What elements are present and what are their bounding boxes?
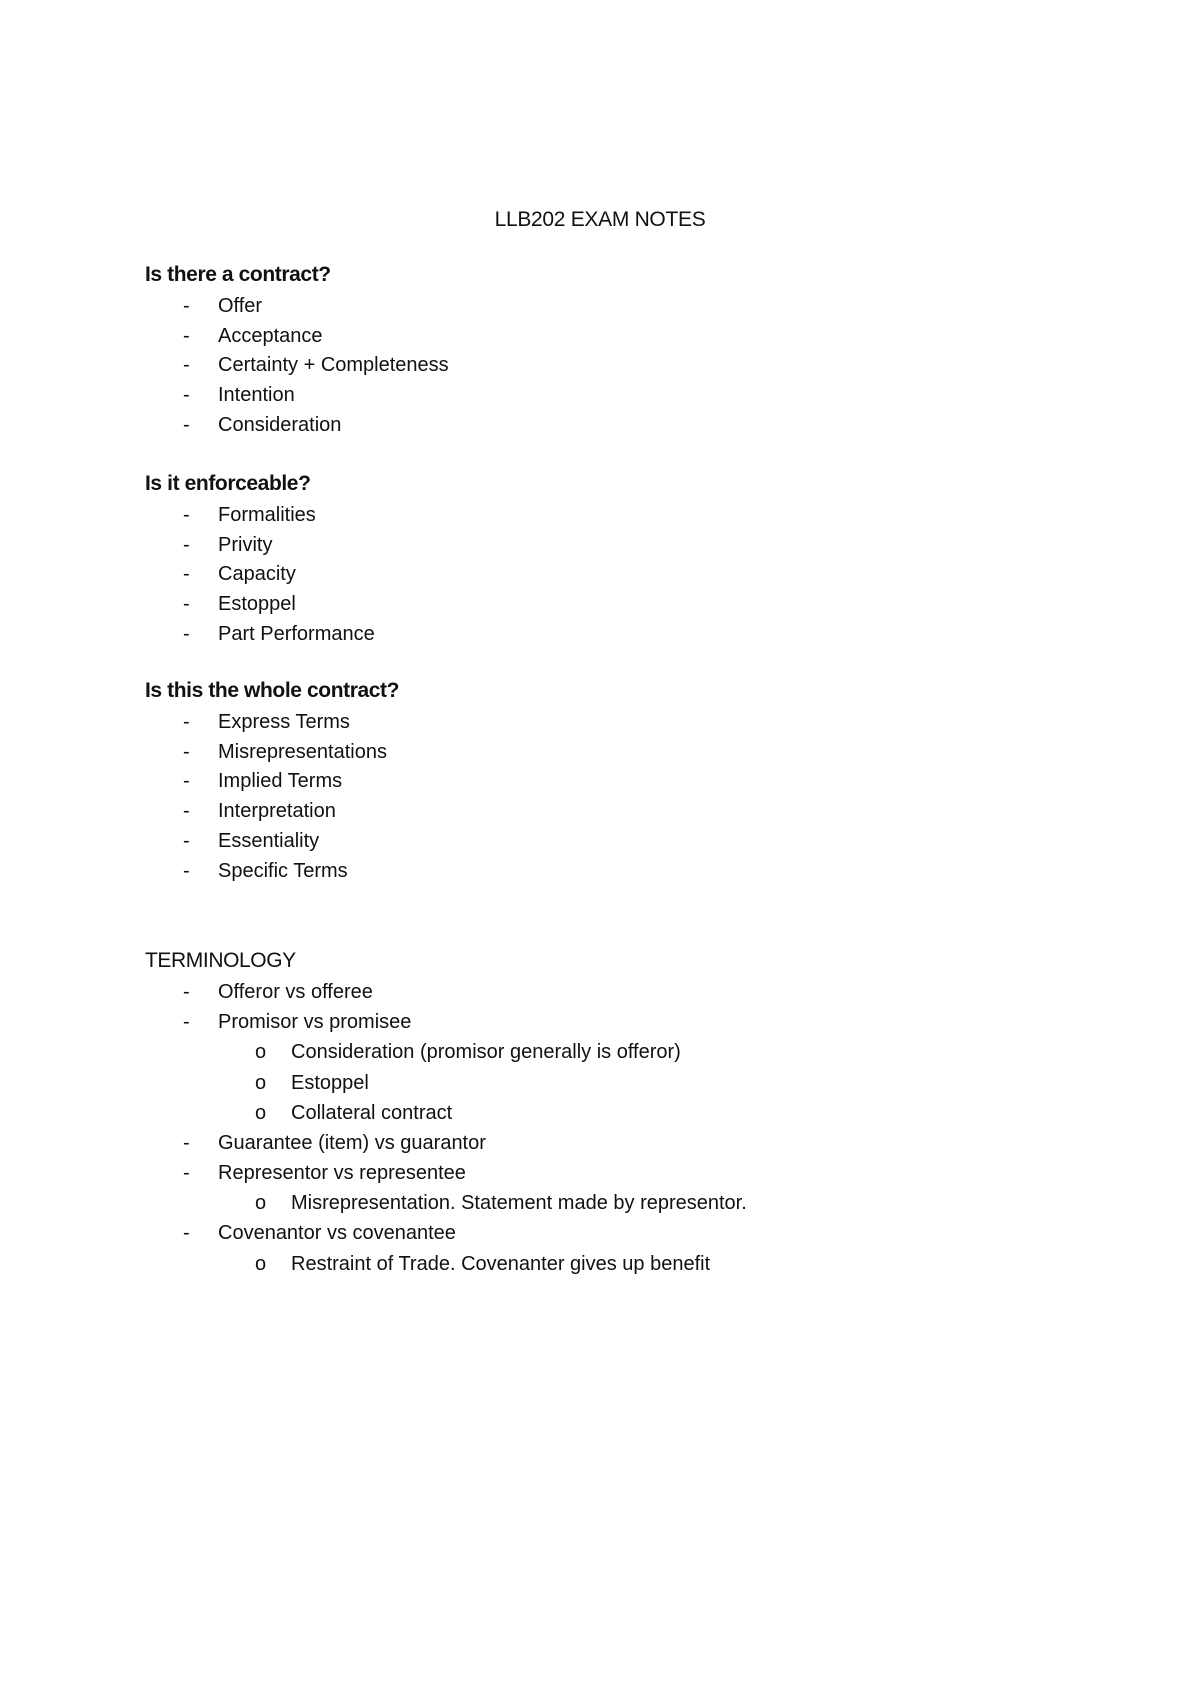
list-item: - Covenantor vs covenantee o Restraint of Trade. Covenanter gives up benefit — [145, 1219, 1095, 1279]
sub-bullet-list — [218, 1037, 1095, 1129]
list-item: - Privity — [145, 531, 1095, 561]
dash-bullet-icon: - — [183, 324, 190, 347]
sub-list-item: o Estoppel — [145, 1068, 1095, 1099]
list-item: - Formalities — [145, 501, 1095, 531]
sub-bullet-list — [218, 1188, 1095, 1219]
list-item: - Interpretation — [145, 797, 1095, 827]
dash-bullet-icon: - — [183, 295, 190, 317]
bullet-list — [145, 978, 1095, 1279]
section-heading: Is this the whole contract? — [145, 679, 400, 702]
list-item: - Offeror vs offeree — [145, 978, 1095, 1008]
dash-bullet-icon: - — [183, 1131, 190, 1154]
dash-bullet-icon: - — [183, 770, 190, 793]
bullet-list — [145, 708, 1095, 886]
list-item: - Capacity — [145, 560, 1095, 590]
bullet-list — [145, 292, 1095, 441]
list-item: - Misrepresentations — [145, 738, 1095, 768]
list-item: - Acceptance — [145, 322, 1095, 352]
section-is-there-a-contract — [145, 262, 1095, 441]
list-item: - Promisor vs promisee o Consideration (promisor generally is offeror) o Estoppel o Collateral contract — [145, 1008, 1095, 1129]
sub-list-item: o Collateral contract — [145, 1098, 1095, 1129]
dash-bullet-icon: - — [183, 1010, 190, 1033]
dash-bullet-icon: - — [183, 981, 190, 1003]
list-item: - Certainty + Completeness — [145, 351, 1095, 381]
dash-bullet-icon: - — [183, 563, 190, 586]
list-item: - Essentiality — [145, 827, 1095, 857]
dash-bullet-icon: - — [183, 593, 190, 616]
list-item: - Express Terms — [145, 708, 1095, 738]
section-is-it-enforceable — [145, 471, 1095, 650]
dash-bullet-icon: - — [183, 622, 190, 645]
dash-bullet-icon: - — [183, 504, 190, 526]
circle-bullet-icon: o — [255, 1252, 267, 1275]
section-is-this-the-whole-contract — [145, 678, 1095, 886]
dash-bullet-icon: - — [183, 413, 190, 436]
list-item: - Representor vs representee o Misrepresentation. Statement made by representor. — [145, 1159, 1095, 1219]
bullet-list — [145, 501, 1095, 650]
list-item: - Consideration — [145, 411, 1095, 441]
dash-bullet-icon: - — [183, 859, 190, 882]
list-item: - Part Performance — [145, 620, 1095, 650]
dash-bullet-icon: - — [183, 384, 190, 407]
list-item: - Offer — [145, 292, 1095, 322]
sub-list-item: o Misrepresentation. Statement made by representor. — [145, 1188, 1095, 1219]
list-item: - Intention — [145, 381, 1095, 411]
dash-bullet-icon: - — [183, 740, 190, 763]
dash-bullet-icon: - — [183, 1221, 190, 1244]
dash-bullet-icon: - — [183, 800, 190, 823]
list-item: - Guarantee (item) vs guarantor — [145, 1129, 1095, 1159]
circle-bullet-icon: o — [255, 1102, 267, 1125]
section-heading: Is there a contract? — [145, 263, 331, 286]
section-terminology — [145, 948, 1095, 1279]
sub-list-item: o Consideration (promisor generally is offeror) — [145, 1037, 1095, 1068]
dash-bullet-icon: - — [183, 711, 190, 733]
circle-bullet-icon: o — [255, 1192, 267, 1215]
section-heading: TERMINOLOGY — [145, 949, 296, 972]
list-item: - Estoppel — [145, 590, 1095, 620]
section-heading: Is it enforceable? — [145, 472, 311, 495]
circle-bullet-icon: o — [255, 1071, 267, 1094]
sub-bullet-list — [218, 1249, 1095, 1280]
circle-bullet-icon: o — [255, 1041, 267, 1064]
dash-bullet-icon: - — [183, 1161, 190, 1184]
sub-list-item: o Restraint of Trade. Covenanter gives up benefit — [145, 1249, 1095, 1280]
dash-bullet-icon: - — [183, 829, 190, 852]
dash-bullet-icon: - — [183, 533, 190, 556]
list-item: - Implied Terms — [145, 767, 1095, 797]
list-item: - Specific Terms — [145, 857, 1095, 887]
dash-bullet-icon: - — [183, 354, 190, 377]
document-title: LLB202 EXAM NOTES — [494, 208, 706, 231]
